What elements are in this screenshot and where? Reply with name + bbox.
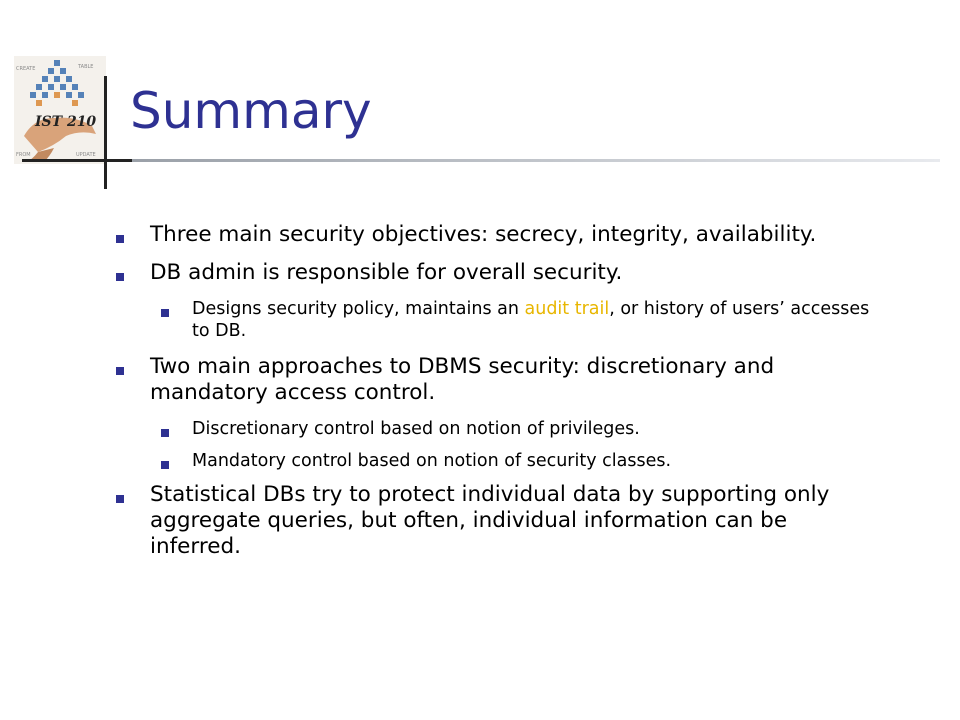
bullet-statistical-dbs bbox=[150, 482, 870, 560]
svg-text:UPDATE: UPDATE bbox=[76, 152, 96, 158]
sub-bullet-text: Mandatory control based on notion of security classes. bbox=[192, 451, 672, 471]
course-logo bbox=[14, 56, 106, 164]
svg-text:CREATE: CREATE bbox=[16, 66, 36, 72]
bullet-square-icon bbox=[116, 367, 124, 375]
bullet-objectives bbox=[150, 222, 870, 248]
slide-content bbox=[0, 222, 960, 572]
title-rule bbox=[132, 159, 940, 162]
bullet-square-icon bbox=[116, 235, 124, 243]
bullet-square-icon bbox=[161, 461, 169, 469]
sub-bullet-text-before: Designs security policy, maintains an bbox=[192, 299, 525, 319]
bullet-db-admin bbox=[150, 260, 870, 286]
bullet-square-icon bbox=[116, 495, 124, 503]
bullet-square-icon bbox=[116, 273, 124, 281]
bullet-text: Two main approaches to DBMS security: discretionary and mandatory access control. bbox=[150, 354, 775, 405]
sub-bullet-policy bbox=[192, 298, 872, 342]
bullet-approaches bbox=[150, 354, 870, 406]
highlight-audit-trail: audit trail bbox=[524, 299, 610, 319]
course-label: IST 210 bbox=[35, 114, 97, 130]
svg-text:TABLE: TABLE bbox=[78, 64, 94, 70]
bullet-square-icon bbox=[161, 309, 169, 317]
sub-bullet-text-after: , or history of users’ accesses to DB. bbox=[192, 299, 870, 341]
slide-title: Summary bbox=[130, 82, 372, 140]
sub-bullet-discretionary bbox=[192, 418, 872, 440]
sub-bullet-mandatory bbox=[192, 450, 872, 472]
bullet-square-icon bbox=[161, 429, 169, 437]
sub-bullet-text: Discretionary control based on notion of privileges. bbox=[192, 419, 640, 439]
bullet-text: Statistical DBs try to protect individual data by supporting only aggregate queries, but often, individual information can be inferred. bbox=[150, 482, 830, 559]
vertical-divider bbox=[104, 76, 107, 189]
title-rule-dark bbox=[22, 159, 132, 162]
bullet-text: Three main security objectives: secrecy, integrity, availability. bbox=[150, 222, 817, 247]
svg-text:FROM: FROM bbox=[16, 152, 31, 158]
bullet-text: DB admin is responsible for overall security. bbox=[150, 260, 623, 285]
course-logo-hand-icon bbox=[14, 56, 106, 164]
